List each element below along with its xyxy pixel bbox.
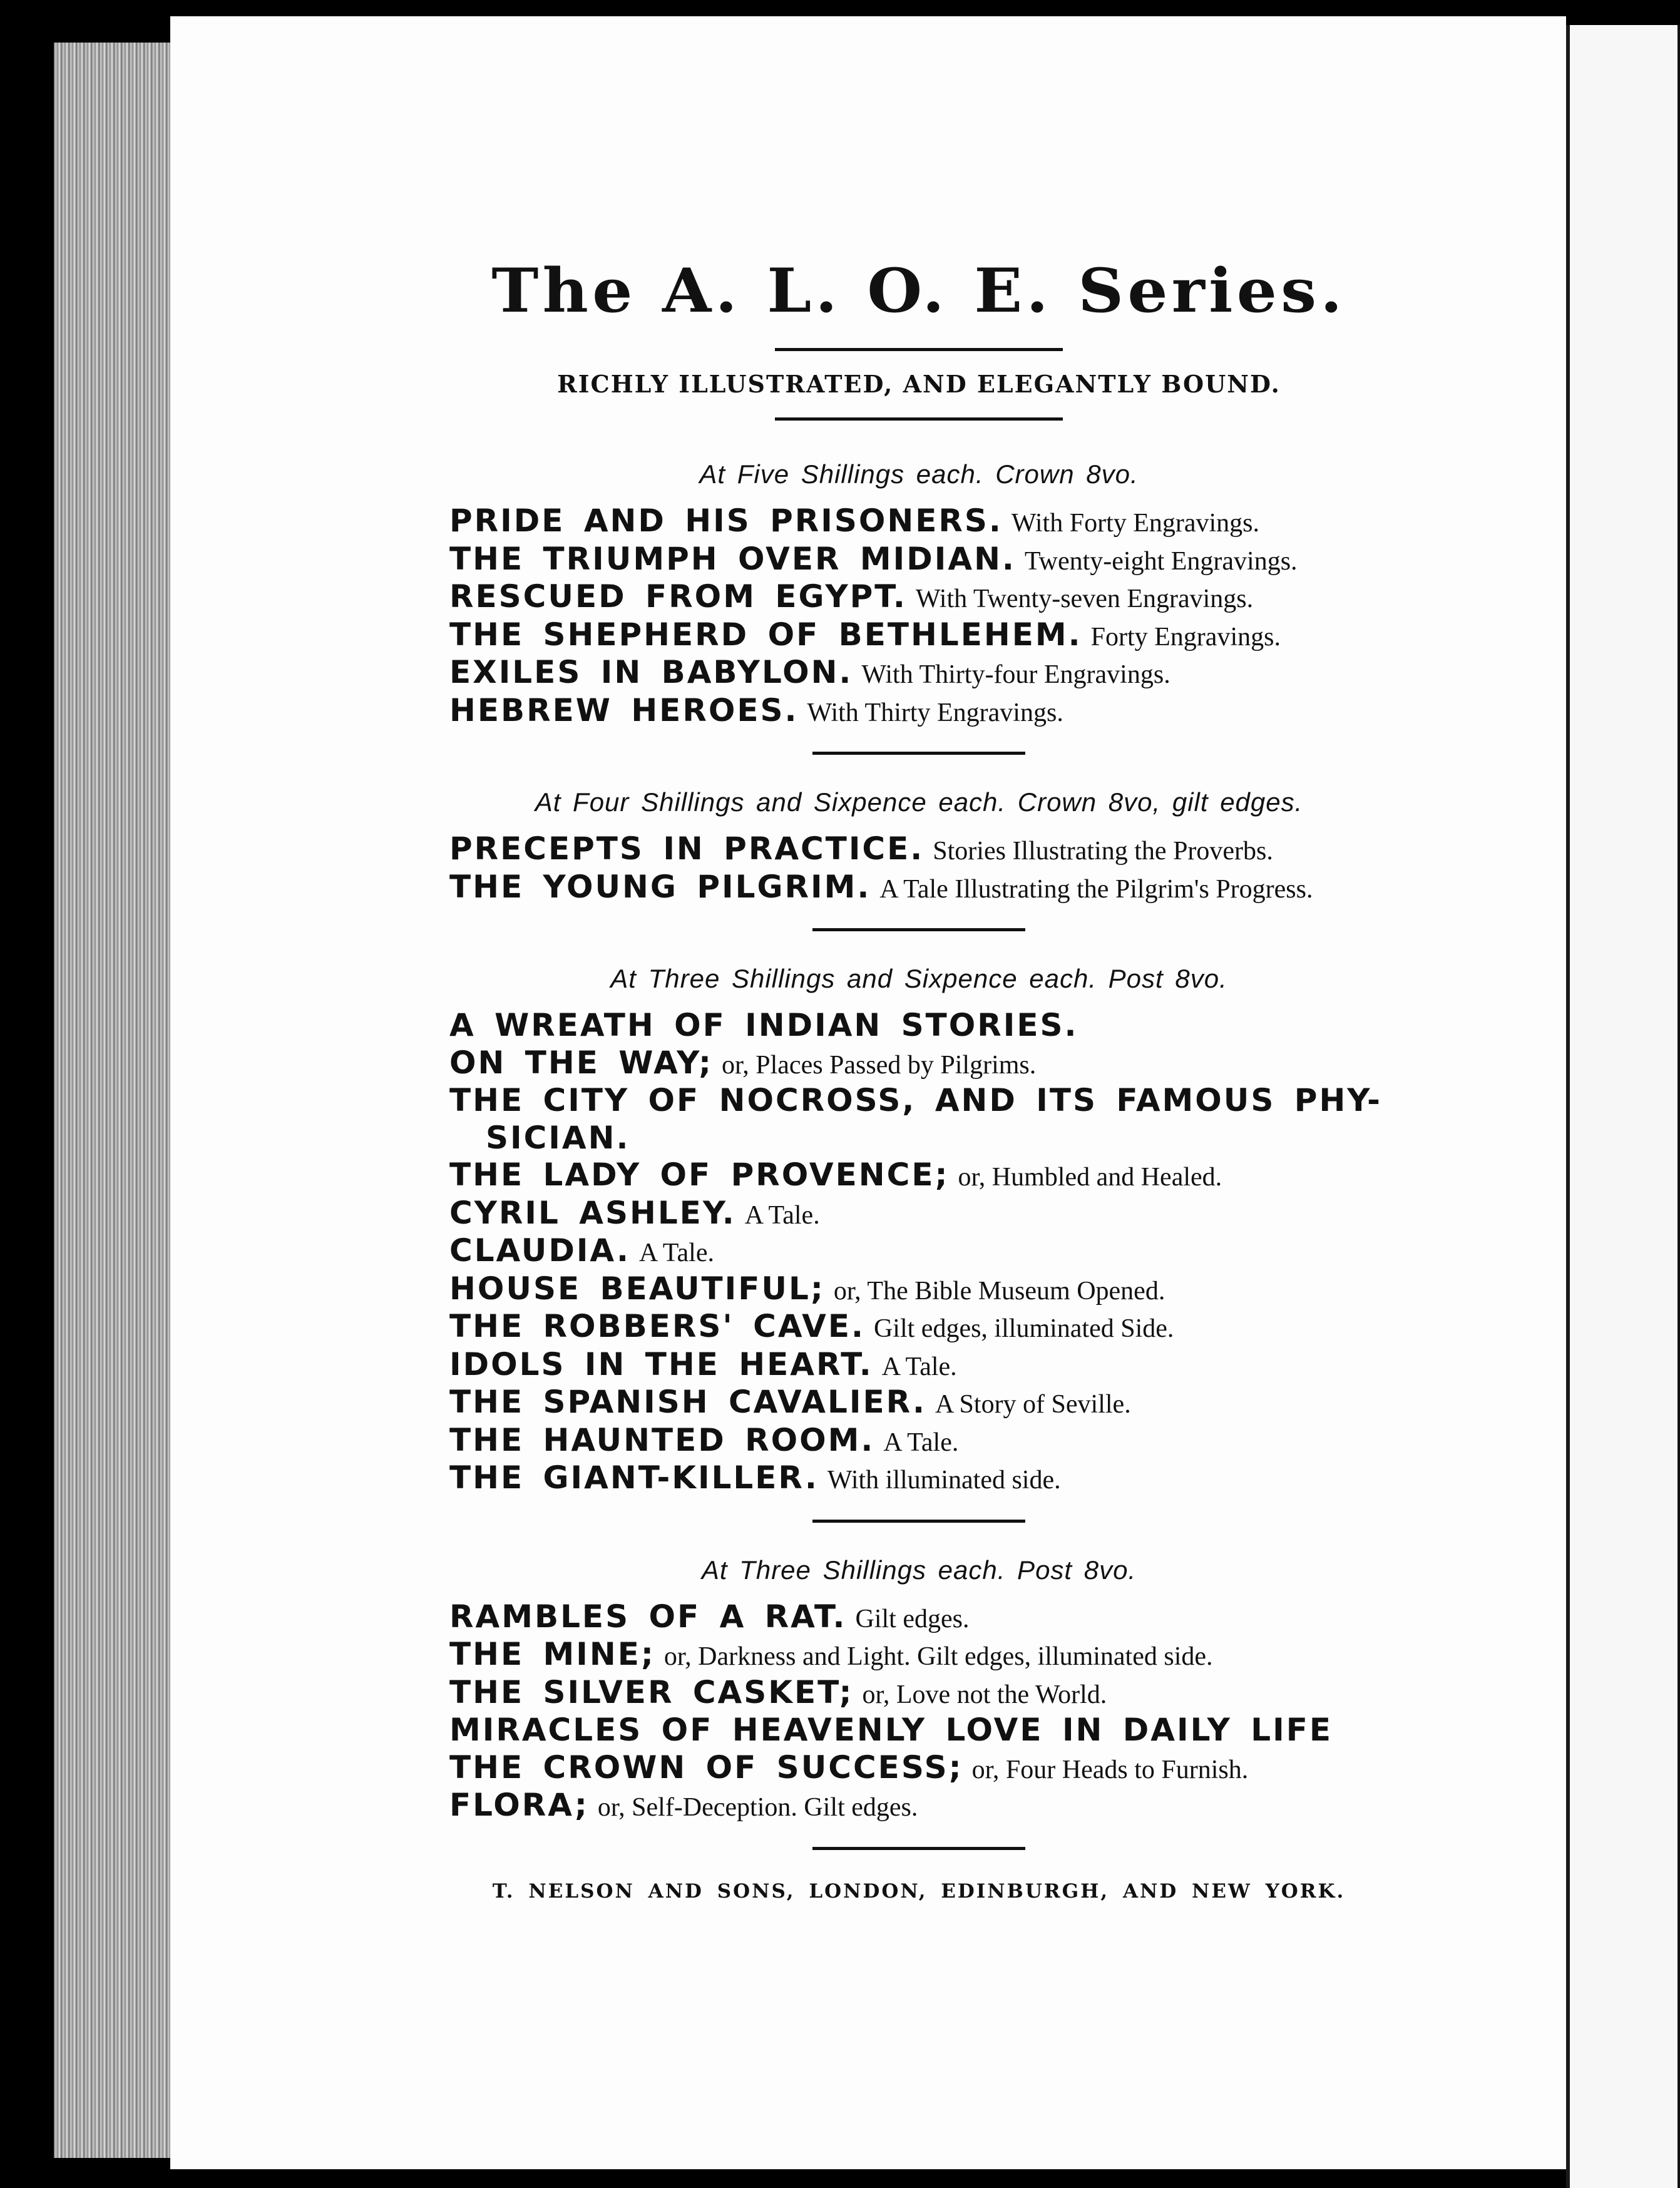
book-listing — [449, 655, 1388, 693]
book-listing — [449, 1157, 1388, 1195]
book-listing — [449, 693, 1388, 731]
book-description: A Story of Seville. — [935, 1390, 1131, 1419]
book-listing — [449, 1675, 1388, 1713]
book-title: EXILES IN BABYLON. — [449, 654, 853, 690]
book-listing — [449, 1599, 1388, 1637]
book-title: THE CROWN OF SUCCESS; — [449, 1749, 963, 1786]
series-title: The A. L. O. E. Series. — [491, 255, 1346, 326]
book-title: HOUSE BEAUTIFUL; — [449, 1270, 825, 1307]
divider-rule — [775, 417, 1063, 421]
book-description: A Tale. — [744, 1200, 820, 1230]
book-listing — [449, 1712, 1388, 1750]
divider-rule — [812, 752, 1025, 755]
price-section — [449, 1553, 1388, 1826]
section-heading: At Three Shillings and Sixpence each. Post 8vo. — [610, 964, 1227, 993]
price-sections — [449, 457, 1388, 1826]
price-section — [449, 961, 1388, 1498]
book-listing — [449, 1384, 1388, 1423]
book-title: PRECEPTS IN PRACTICE. — [449, 831, 925, 867]
book-description: or, Self-Deception. Gilt edges. — [597, 1793, 918, 1822]
book-listing — [449, 1008, 1388, 1045]
book-description: Forty Engravings. — [1090, 622, 1281, 652]
book-title: THE SPANISH CAVALIER. — [449, 1384, 927, 1420]
book-title: HEBREW HEROES. — [449, 692, 799, 728]
book-description: or, Places Passed by Pilgrims. — [721, 1050, 1037, 1080]
publisher-imprint: T. NELSON AND SONS, LONDON, EDINBURGH, AND NEW YORK. — [492, 1879, 1346, 1903]
book-listing — [449, 579, 1388, 617]
book-title: THE CITY OF NOCROSS, AND ITS FAMOUS PHY- — [449, 1082, 1382, 1118]
book-listing — [449, 831, 1388, 869]
book-title: CLAUDIA. — [449, 1232, 631, 1269]
price-section — [449, 457, 1388, 730]
book-description: Gilt edges, illuminated Side. — [873, 1314, 1174, 1343]
book-description: or, Darkness and Light. Gilt edges, illuminated side. — [663, 1642, 1213, 1671]
book-description: With illuminated side. — [827, 1466, 1061, 1495]
book-listing — [449, 1233, 1388, 1271]
book-listing — [449, 1750, 1388, 1788]
book-title: A WREATH OF INDIAN STORIES. — [449, 1007, 1078, 1043]
book-title: THE SILVER CASKET; — [449, 1674, 854, 1710]
book-description: A Tale. — [881, 1352, 957, 1381]
book-description: With Forty Engravings. — [1011, 509, 1260, 538]
section-heading: At Five Shillings each. Crown 8vo. — [699, 459, 1139, 489]
divider-rule — [812, 1847, 1025, 1850]
book-title: IDOLS IN THE HEART. — [449, 1346, 873, 1383]
book-description: or, Four Heads to Furnish. — [971, 1755, 1249, 1784]
divider-rule — [812, 928, 1025, 931]
book-title: THE YOUNG PILGRIM. — [449, 868, 871, 905]
divider-rule — [812, 1520, 1025, 1523]
next-page-edge — [1566, 25, 1680, 2188]
book-listing — [449, 1195, 1388, 1234]
book-page-edges — [54, 43, 179, 2158]
book-listing — [449, 869, 1388, 907]
book-listing — [449, 1460, 1388, 1498]
book-description: Gilt edges. — [855, 1604, 970, 1633]
book-title: THE SHEPHERD OF BETHLEHEM. — [449, 616, 1082, 653]
book-listing — [449, 1309, 1388, 1347]
book-listing — [449, 1120, 1388, 1158]
book-description: A Tale. — [639, 1239, 714, 1267]
book-description: With Thirty-four Engravings. — [861, 660, 1170, 689]
series-subtitle: RICHLY ILLUSTRATED, AND ELEGANTLY BOUND. — [557, 370, 1281, 398]
book-listing — [449, 617, 1388, 655]
book-description: or, Love not the World. — [862, 1680, 1107, 1709]
book-title: THE GIANT-KILLER. — [449, 1460, 819, 1496]
book-listing — [449, 1045, 1388, 1083]
book-description: With Thirty Engravings. — [807, 698, 1063, 727]
book-title: THE LADY OF PROVENCE; — [449, 1157, 950, 1193]
book-title: MIRACLES OF HEAVENLY LOVE IN DAILY LIFE — [449, 1712, 1333, 1748]
book-title: THE HAUNTED ROOM. — [449, 1421, 875, 1458]
book-title: FLORA; — [449, 1787, 589, 1823]
book-listing — [449, 1083, 1388, 1120]
book-listing — [449, 1787, 1388, 1826]
book-description: Twenty-eight Engravings. — [1024, 546, 1298, 576]
book-listing — [449, 1347, 1388, 1385]
book-title: ON THE WAY; — [449, 1044, 713, 1081]
book-title: RAMBLES OF A RAT. — [449, 1598, 847, 1635]
book-description: Stories Illustrating the Proverbs. — [933, 837, 1273, 866]
page-fold — [1677, 25, 1680, 2188]
book-title: CYRIL ASHLEY. — [449, 1194, 736, 1231]
section-heading: At Three Shillings each. Post 8vo. — [701, 1555, 1137, 1585]
book-title: PRIDE AND HIS PRISONERS. — [449, 503, 1003, 539]
price-section — [449, 785, 1388, 907]
book-listing — [449, 541, 1388, 580]
book-title: THE ROBBERS' CAVE. — [449, 1308, 865, 1344]
book-listing — [449, 1423, 1388, 1461]
book-listing — [449, 1637, 1388, 1675]
book-title: RESCUED FROM EGYPT. — [449, 578, 907, 615]
book-listing — [449, 503, 1388, 541]
book-title: THE MINE; — [449, 1636, 655, 1672]
book-listing — [449, 1271, 1388, 1309]
book-description: A Tale. — [883, 1428, 959, 1457]
advertisement-page-content — [449, 250, 1388, 1903]
book-description: A Tale Illustrating the Pilgrim's Progress. — [879, 874, 1313, 904]
book-description: or, Humbled and Healed. — [958, 1163, 1222, 1192]
divider-rule — [775, 348, 1063, 351]
book-title: SICIAN. — [486, 1119, 630, 1156]
book-title: THE TRIUMPH OVER MIDIAN. — [449, 540, 1016, 577]
book-description: With Twenty-seven Engravings. — [915, 585, 1254, 613]
section-heading: At Four Shillings and Sixpence each. Crown 8vo, gilt edges. — [535, 787, 1303, 817]
book-description: or, The Bible Museum Opened. — [833, 1276, 1165, 1306]
